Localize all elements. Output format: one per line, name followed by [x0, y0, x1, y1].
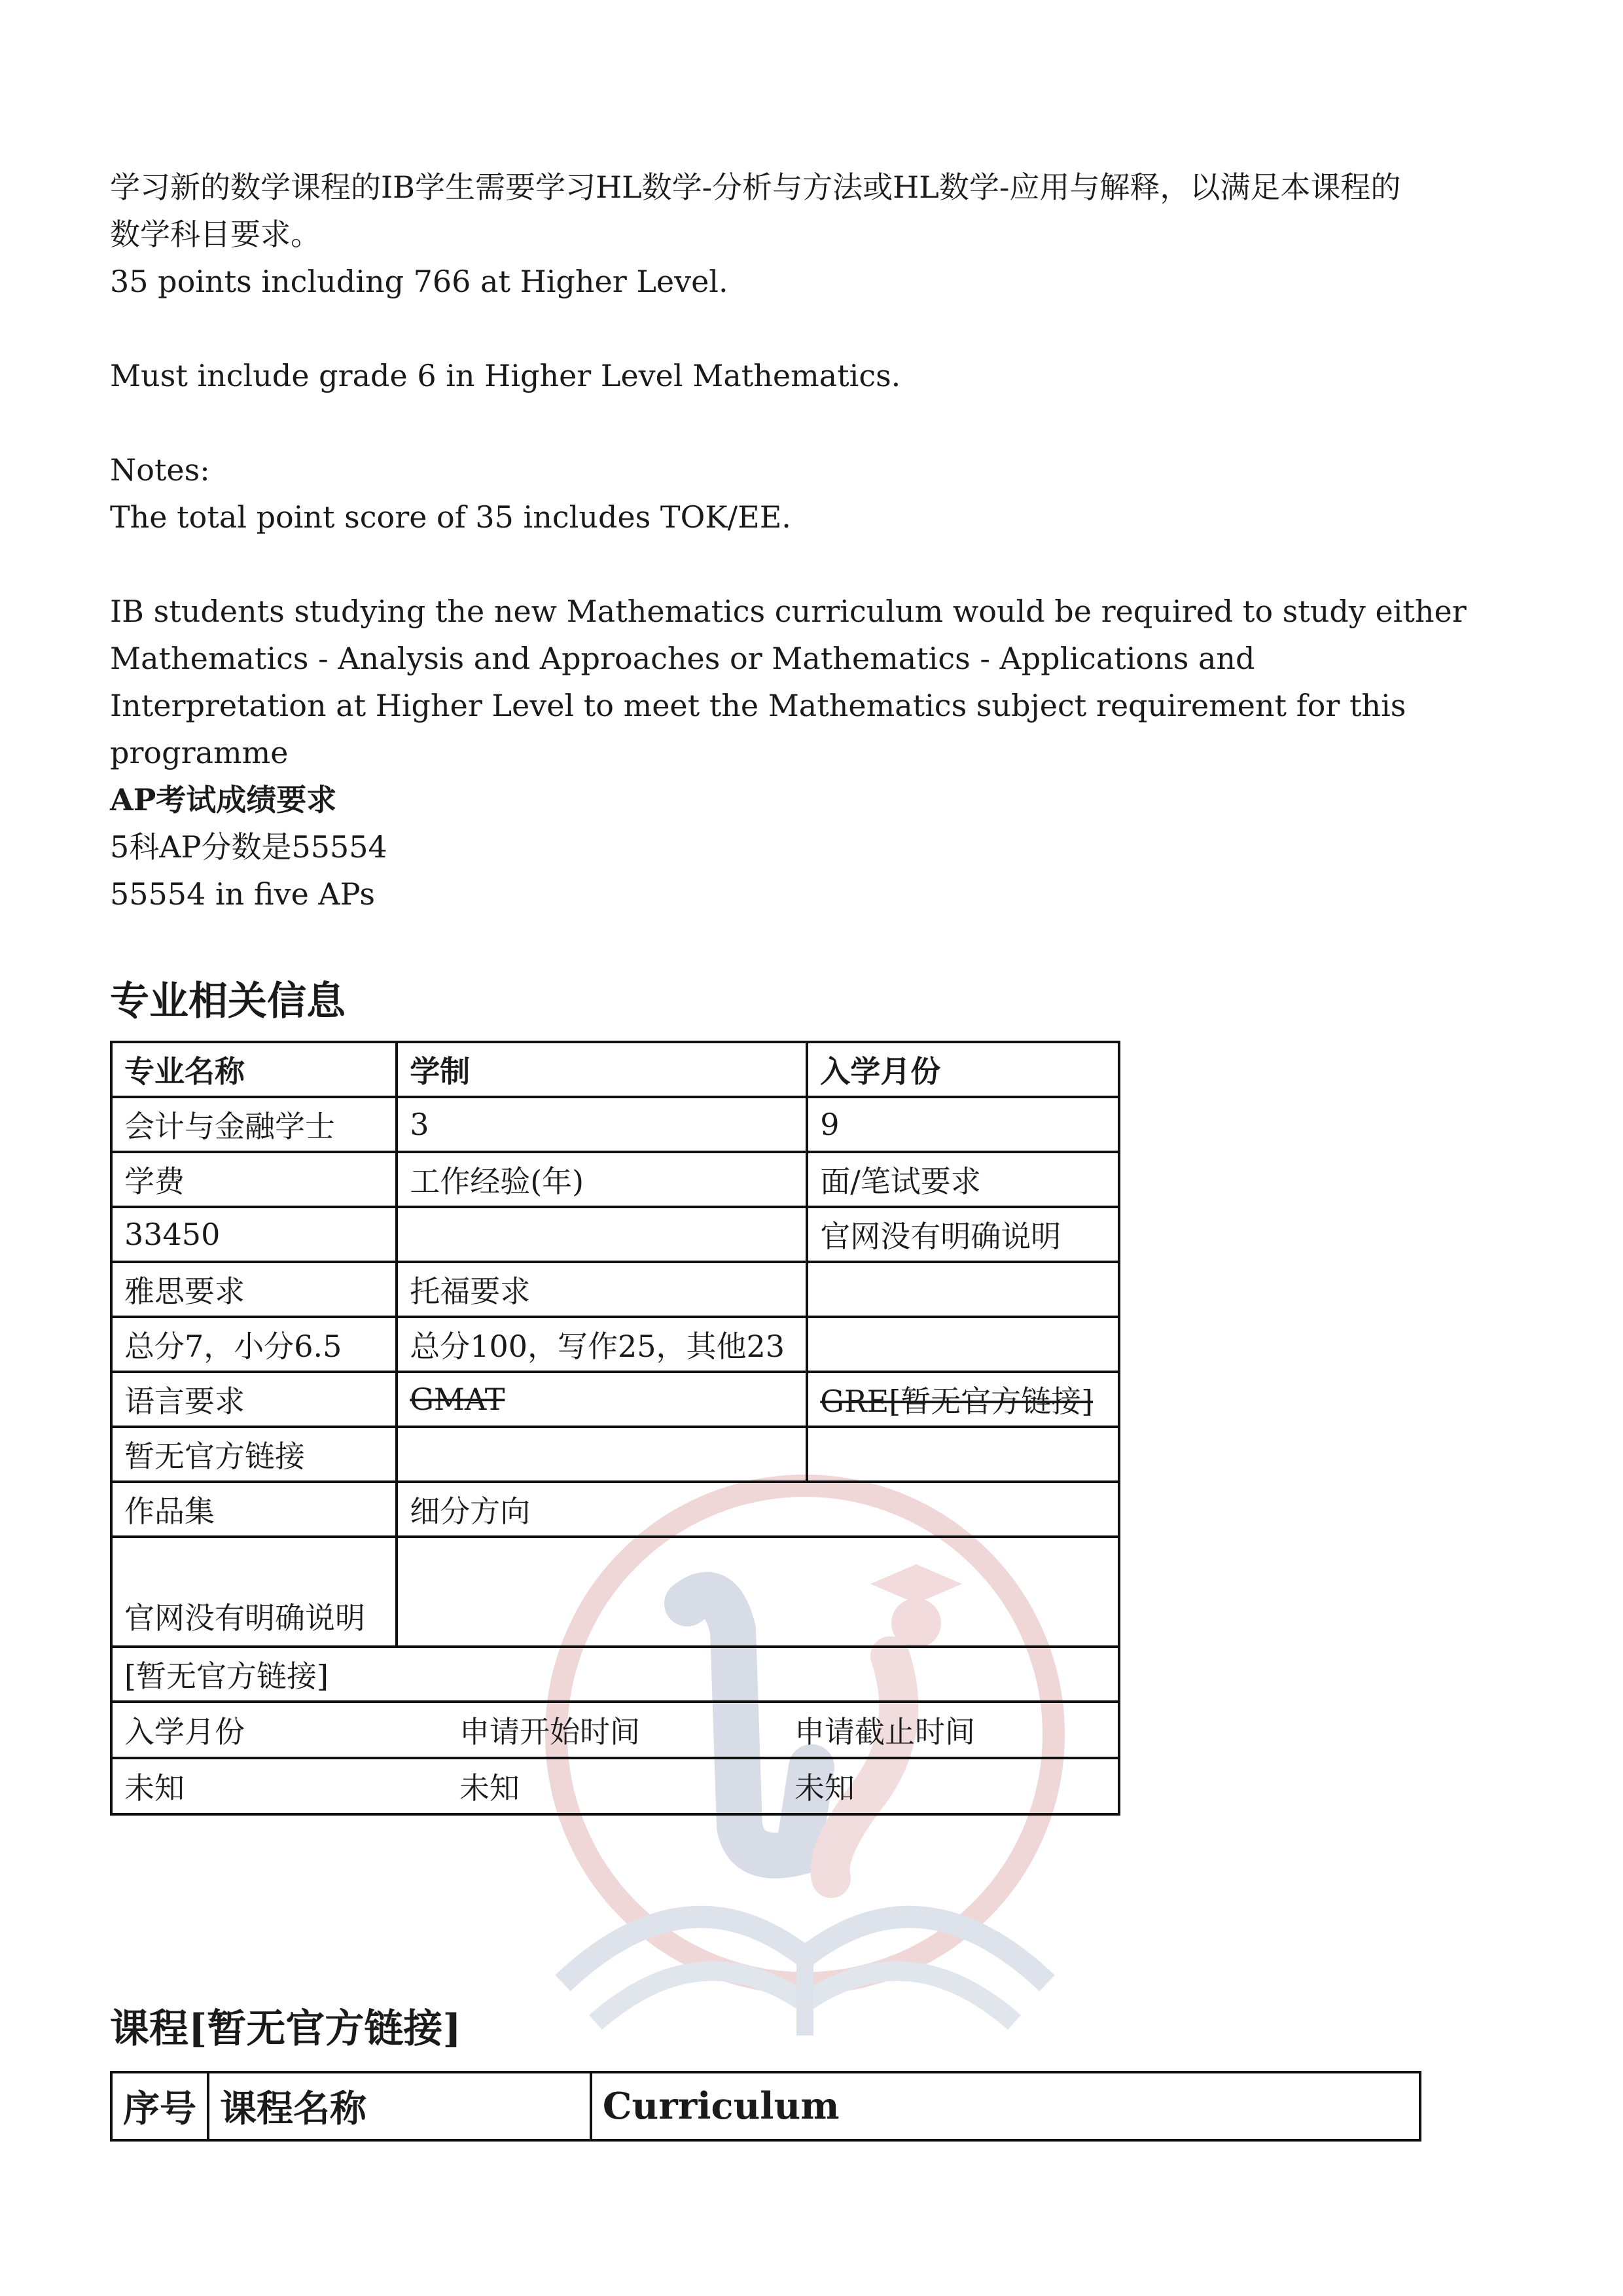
table-row — [111, 1317, 1119, 1372]
dates-cell — [111, 1702, 1119, 1814]
ib-math-line4: programme — [110, 735, 289, 770]
table-row — [111, 1262, 1119, 1317]
dates-header-close: 申请截止时间 — [783, 1703, 1118, 1758]
ap-cn: 5科AP分数是55554 — [110, 829, 387, 865]
ib-math-line1: IB students studying the new Mathematics curriculum would be required to study either — [110, 594, 1467, 629]
table-row — [111, 1372, 1119, 1427]
blank-cell — [807, 1317, 1119, 1372]
ap-en: 55554 in five APs — [110, 876, 375, 912]
ielts-value: 总分7，小分6.5 — [111, 1317, 397, 1372]
program-name: 会计与金融学士 — [111, 1097, 397, 1152]
interview-label: 面/笔试要求 — [807, 1152, 1119, 1207]
gre-label: GRE[暂无官方链接] — [807, 1372, 1119, 1427]
dates-header-intake: 入学月份 — [113, 1703, 448, 1758]
ib-math-line3: Interpretation at Higher Level to meet the Mathematics subject requirement for this — [110, 688, 1406, 723]
curriculum-table — [110, 2071, 1421, 2142]
dates-header-open: 申请开始时间 — [448, 1703, 783, 1758]
program-intake-month: 9 — [807, 1097, 1119, 1152]
portfolio-label: 作品集 — [111, 1482, 397, 1537]
notes-label: Notes: — [110, 452, 210, 488]
notes-total: The total point score of 35 includes TOK/EE. — [110, 499, 791, 535]
table-row — [111, 1647, 1119, 1702]
gmat-value — [397, 1427, 807, 1482]
program-section-title: 专业相关信息 — [110, 978, 346, 1024]
ielts-label: 雅思要求 — [111, 1262, 397, 1317]
header-program-name: 专业名称 — [111, 1042, 397, 1097]
table-row — [111, 1537, 1119, 1647]
gmat-label: GMAT — [397, 1372, 807, 1427]
portfolio-value: 官网没有明确说明 — [111, 1537, 397, 1647]
ib-points: 35 points including 766 at Higher Level. — [110, 264, 728, 299]
focus-label: 细分方向 — [397, 1482, 1119, 1537]
work-exp-label: 工作经验(年) — [397, 1152, 807, 1207]
ib-grade: Must include grade 6 in Higher Level Mathematics. — [110, 358, 901, 393]
official-link-row: [暂无官方链接] — [111, 1647, 1119, 1702]
interview-value: 官网没有明确说明 — [807, 1207, 1119, 1262]
blank-cell — [807, 1262, 1119, 1317]
table-row — [111, 1097, 1119, 1152]
dates-close-value: 未知 — [794, 1770, 855, 1806]
work-exp-value — [397, 1207, 807, 1262]
tuition-label: 学费 — [111, 1152, 397, 1207]
ib-note-cn-line2: 数学科目要求。 — [110, 217, 321, 252]
ap-heading: AP考试成绩要求 — [110, 782, 337, 817]
program-info-table — [110, 1041, 1120, 1816]
header-intake-month: 入学月份 — [807, 1042, 1119, 1097]
toefl-label: 托福要求 — [397, 1262, 807, 1317]
table-row — [111, 1427, 1119, 1482]
table-row — [111, 1207, 1119, 1262]
ib-note-cn-line1: 学习新的数学课程的IB学生需要学习HL数学-分析与方法或HL数学-应用与解释，以满足本课程的 — [110, 170, 1401, 205]
focus-value — [397, 1537, 1119, 1647]
toefl-value: 总分100，写作25，其他23 — [397, 1317, 807, 1372]
ib-math-line2: Mathematics - Analysis and Approaches or Mathematics - Applications and — [110, 641, 1255, 676]
curriculum-section-title: 课程[暂无官方链接] — [110, 2006, 461, 2052]
table-row — [111, 1042, 1119, 1097]
requirements-text — [110, 164, 1524, 918]
curriculum-header-index: 序号 — [111, 2072, 208, 2140]
tuition-value: 33450 — [111, 1207, 397, 1262]
application-dates — [113, 1703, 1118, 1813]
language-label: 语言要求 — [111, 1372, 397, 1427]
header-duration: 学制 — [397, 1042, 807, 1097]
dates-open-value: 未知 — [459, 1770, 520, 1806]
curriculum-header-curriculum: Curriculum — [591, 2072, 1420, 2140]
program-duration: 3 — [397, 1097, 807, 1152]
table-row — [111, 1702, 1119, 1814]
table-row — [111, 2072, 1420, 2140]
language-value: 暂无官方链接 — [111, 1427, 397, 1482]
curriculum-header-course-name: 课程名称 — [208, 2072, 591, 2140]
gre-value — [807, 1427, 1119, 1482]
table-row — [111, 1152, 1119, 1207]
dates-intake-value: 未知 — [124, 1770, 185, 1806]
table-row — [111, 1482, 1119, 1537]
